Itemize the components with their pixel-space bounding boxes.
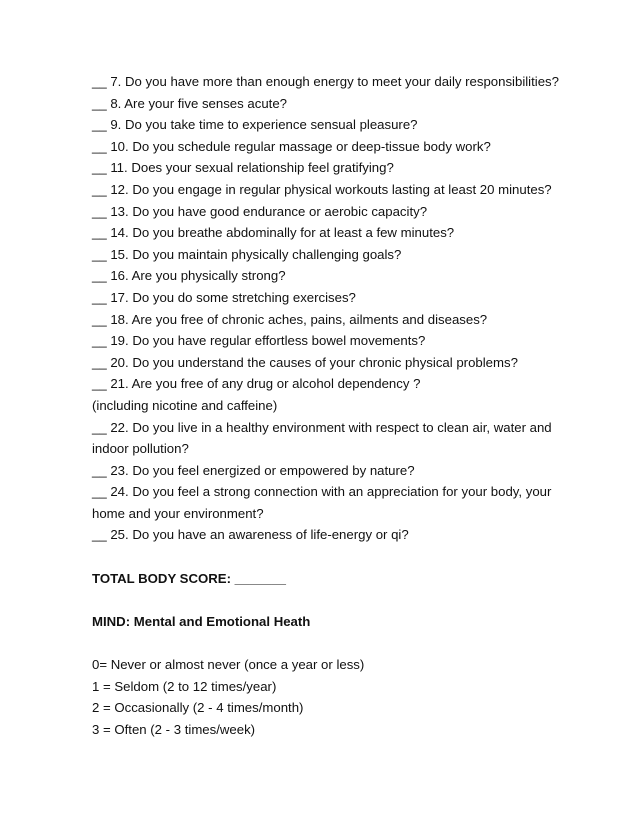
question-line: __ 16. Are you physically strong?: [92, 268, 286, 284]
spacer: [92, 589, 562, 611]
question-line: __ 14. Do you breathe abdominally for at least a few minutes?: [92, 225, 455, 241]
question-line: __ 7. Do you have more than enough energy to meet your daily responsibilities?: [92, 74, 559, 89]
question-line: __ 24. Do you feel a strong connection with an appreciation for your body, your: [92, 484, 552, 500]
question-line: __ 17. Do you do some stretching exercises?: [92, 289, 356, 305]
total-body-score: TOTAL BODY SCORE: _______: [92, 570, 286, 586]
question-continuation: (including nicotine and caffeine): [92, 397, 278, 413]
question-continuation: home and your environment?: [92, 505, 264, 521]
question-continuation: indoor pollution?: [92, 441, 189, 457]
question-line: __ 18. Are you free of chronic aches, pains, ailments and diseases?: [92, 311, 488, 327]
rating-scale: [92, 654, 562, 740]
question-line: __ 25. Do you have an awareness of life-energy or qi?: [92, 527, 409, 543]
question-line: __ 12. Do you engage in regular physical workouts lasting at least 20 minutes?: [92, 181, 552, 197]
question-line: __ 23. Do you feel energized or empowered by nature?: [92, 462, 415, 478]
scale-item: 2 = Occasionally (2 - 4 times/month): [92, 700, 304, 716]
scale-item: 3 = Often (2 - 3 times/week): [92, 721, 256, 737]
question-line: __ 22. Do you live in a healthy environment with respect to clean air, water and: [92, 419, 552, 435]
question-line: __ 15. Do you maintain physically challenging goals?: [92, 246, 402, 262]
question-line: __ 19. Do you have regular effortless bowel movements?: [92, 333, 426, 349]
question-line: __ 8. Are your five senses acute?: [92, 95, 287, 111]
scale-item: 0= Never or almost never (once a year or less): [92, 657, 365, 673]
questionnaire-content: [92, 71, 562, 740]
question-line: __ 10. Do you schedule regular massage or deep-tissue body work?: [92, 138, 491, 154]
question-line: __ 9. Do you take time to experience sensual pleasure?: [92, 117, 418, 133]
question-line: __ 20. Do you understand the causes of your chronic physical problems?: [92, 354, 518, 370]
question-line: __ 11. Does your sexual relationship feel gratifying?: [92, 160, 394, 176]
question-list: [92, 71, 562, 546]
spacer: [92, 546, 562, 568]
question-line: __ 13. Do you have good endurance or aerobic capacity?: [92, 203, 428, 219]
section-heading: MIND: Mental and Emotional Heath: [92, 613, 311, 629]
question-line: __ 21. Are you free of any drug or alcohol dependency ?: [92, 376, 421, 392]
spacer: [92, 632, 562, 654]
scale-item: 1 = Seldom (2 to 12 times/year): [92, 678, 277, 694]
